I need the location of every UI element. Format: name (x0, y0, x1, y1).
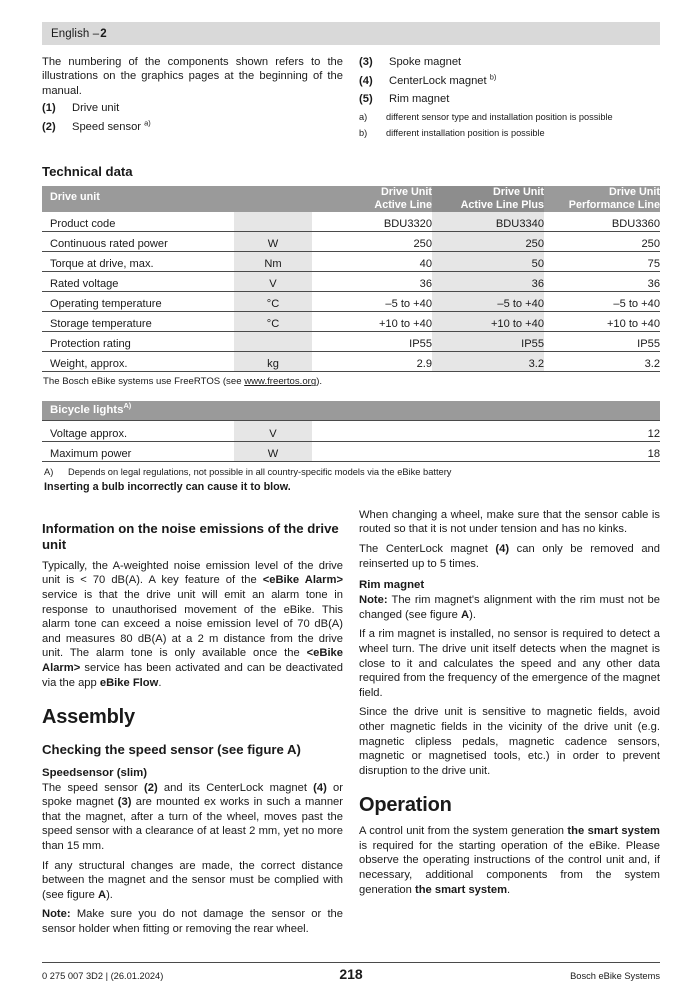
row-label: Maximum power (42, 441, 234, 461)
header-line-2: Active Line (374, 198, 432, 211)
row-value-performance-line: 250 (544, 232, 660, 252)
row-value-performance-line: 3.2 (544, 352, 660, 372)
component-label: Spoke magnet (389, 56, 462, 68)
table-header-row (42, 186, 660, 212)
row-unit: V (234, 272, 312, 292)
wheel-change-paragraph: When changing a wheel, make sure that the sensor cable is routed so that it is not under tension and has no kinks. (359, 508, 660, 536)
operation-paragraph: A control unit from the system generation the smart system is required for the starting operation of the eBike. Please observe the operating instructions of the control unit and, if necessary, additional components from the system generation the smart system. (359, 825, 660, 896)
row-value-active-line: BDU3320 (312, 212, 432, 232)
rim-magnet-heading: Rim magnet (359, 579, 425, 592)
intro-left-column (42, 55, 343, 140)
main-body-columns (42, 508, 660, 942)
technical-data-heading: Technical data (42, 163, 133, 179)
row-label: Torque at drive, max. (42, 252, 234, 272)
row-label: Voltage approx. (42, 421, 234, 441)
row-value-active-line-plus: 250 (432, 232, 544, 252)
running-head-page-marker: 2 (100, 27, 107, 40)
row-label: Continuous rated power (42, 232, 234, 252)
table-row (42, 212, 660, 232)
speedsensor-slim-subheading: Speedsensor (slim) (42, 766, 148, 779)
header-line-1: Drive Unit (609, 185, 660, 198)
row-unit: °C (234, 312, 312, 332)
row-value-active-line: 250 (312, 232, 432, 252)
table-row (42, 312, 660, 332)
centerlock-magnet-paragraph: The CenterLock magnet (4) can only be removed and reinserted up to 5 times. (359, 542, 660, 570)
row-value-performance-line: 36 (544, 272, 660, 292)
row-value-performance-line: –5 to +40 (544, 292, 660, 312)
row-value-performance-line: BDU3360 (544, 212, 660, 232)
table-header-performance-line (544, 186, 660, 212)
component-item-4 (359, 71, 660, 90)
component-label: Rim magnet (389, 93, 450, 106)
row-value-performance-line: IP55 (544, 332, 660, 352)
component-number: (4) (359, 74, 373, 87)
row-unit: kg (234, 352, 312, 372)
row-value-active-line: 36 (312, 272, 432, 292)
table-header-active-line-plus (432, 186, 544, 212)
operation-heading: Operation (359, 794, 452, 817)
footnote-marker: a) (144, 118, 151, 128)
row-value-active-line: –5 to +40 (312, 292, 432, 312)
header-line-1: Drive Unit (493, 185, 544, 198)
row-label: Rated voltage (42, 272, 234, 292)
footnote-text: Depends on legal regulations, not possible in all country-specific models via the eBike battery (68, 466, 452, 477)
assembly-heading: Assembly (42, 706, 135, 729)
row-unit: °C (234, 292, 312, 312)
component-item-3 (359, 55, 660, 71)
speed-sensor-check-heading: Checking the speed sensor (see figure A) (42, 742, 301, 758)
intro-footnote-a (359, 111, 660, 124)
intro-paragraph: The numbering of the components shown refers to the illustrations on the graphics pages at the beginning of the manual. (42, 56, 343, 97)
footnote-key: a) (359, 111, 368, 122)
row-label: Operating temperature (42, 292, 234, 312)
row-value-active-line-plus: 50 (432, 252, 544, 272)
speed-sensor-paragraph-1: The speed sensor (2) and its CenterLock magnet (4) or spoke magnet (3) are mounted ex works in such a manner that the magnet, after a turn of the wheel, moves past the speed sensor with a clearance of at least 2 mm, yet no more than 15 mm. (42, 781, 344, 852)
bicycle-lights-footnote (42, 466, 660, 479)
table-header-drive-unit: Drive unit (42, 186, 234, 212)
table-row (42, 232, 660, 252)
row-unit (234, 212, 312, 232)
intro-section (42, 55, 660, 140)
component-number: (3) (359, 56, 373, 68)
component-number: (2) (42, 120, 56, 133)
row-value-active-line-plus: BDU3340 (432, 212, 544, 232)
footer-brand: Bosch eBike Systems (570, 971, 660, 981)
component-number: (1) (42, 102, 56, 115)
running-head-language: English – (51, 27, 100, 40)
rim-magnet-paragraph-1: If a rim magnet is installed, no sensor is required to detect a wheel turn. The drive unit itself detects when the magnet is close to it and calculates the speed and any other data required from the frequency of the emergence of the magnet field. (359, 628, 660, 699)
footnote-text: different installation position is possible (386, 127, 545, 138)
noise-emissions-paragraph: Typically, the A-weighted noise emission level of the drive unit is < 70 dB(A). A key feature of the <eBike Alarm> service is that the drive unit will emit an alarm tone in response to unauthorised movement of the eBike. This alarm tone can exceed a noise emission level of 70 dB(A) and measures 80 dB(A) at a 2 m distance from the drive unit. The alarm tone is only available once the <eBike Alarm> service has been activated and can be deactivated via the app eBike Flow. (42, 559, 343, 689)
component-item-5 (359, 92, 660, 108)
row-label: Protection rating (42, 332, 234, 352)
footer-document-code: 0 275 007 3D2 | (26.01.2024) (42, 971, 164, 981)
freertos-link[interactable]: www.freertos.org (244, 376, 317, 388)
technical-data-table (42, 186, 660, 373)
freertos-note-prefix: The Bosch eBike systems use FreeRTOS (see (43, 376, 245, 388)
page-body (42, 0, 660, 995)
body-right-column (359, 508, 660, 942)
speed-sensor-paragraph-2: If any structural changes are made, the correct distance between the magnet and the sensor must be complied with (see figure A). (42, 859, 343, 901)
row-value-performance-line: 75 (544, 252, 660, 272)
row-value: 12 (312, 421, 660, 441)
freertos-note-suffix: ). (316, 376, 323, 388)
row-unit (234, 332, 312, 352)
row-value-active-line-plus: 3.2 (432, 352, 544, 372)
intro-right-column (359, 55, 660, 140)
freertos-note (43, 375, 660, 388)
page-footer (42, 962, 660, 982)
body-left-column (42, 508, 343, 942)
noise-emissions-heading: Information on the noise emissions of the drive unit (42, 520, 339, 553)
row-value-active-line-plus: +10 to +40 (432, 312, 544, 332)
row-value-active-line: 40 (312, 252, 432, 272)
table-row (42, 352, 660, 372)
component-item-2 (42, 120, 343, 136)
row-value-active-line-plus: –5 to +40 (432, 292, 544, 312)
component-item-1 (42, 101, 343, 117)
row-label: Storage temperature (42, 312, 234, 332)
row-label: Weight, approx. (42, 352, 234, 372)
footer-page-number: 218 (339, 966, 363, 982)
row-value: 18 (312, 441, 660, 461)
row-label: Product code (42, 212, 234, 232)
row-unit: V (234, 421, 312, 441)
row-value-active-line: 2.9 (312, 352, 432, 372)
row-value-active-line: IP55 (312, 332, 432, 352)
row-unit: W (234, 441, 312, 461)
rim-magnet-note: Note: The rim magnet's alignment with the rim must not be changed (see figure A). (359, 594, 660, 621)
component-label: CenterLock magnet $^{b)}$ (389, 71, 497, 87)
footnote-marker: b) (489, 71, 497, 81)
table-row (42, 252, 660, 272)
component-number: (5) (359, 93, 373, 106)
rim-magnet-paragraph-2: Since the drive unit is sensitive to magnetic fields, avoid other magnetic fields in the vicinity of the drive unit (e.g. magnetic clipless pedals, magnetic cadence sensors, magnetic or magnetised tools, etc.) in order to prevent disruption to the drive unit. (359, 706, 660, 777)
intro-footnote-b (359, 127, 660, 140)
row-unit: W (234, 232, 312, 252)
bulb-warning: Inserting a bulb incorrectly can cause it to blow. (44, 480, 291, 493)
table-row (42, 332, 660, 352)
bicycle-lights-header (42, 401, 660, 421)
row-value-active-line-plus: 36 (432, 272, 544, 292)
bicycle-lights-table (42, 421, 660, 462)
table-header-unit (234, 186, 312, 212)
table-row (42, 292, 660, 312)
bicycle-lights-title: Bicycle lights (50, 404, 124, 417)
row-value-performance-line: +10 to +40 (544, 312, 660, 332)
footnote-marker: A) (123, 401, 132, 411)
table-row (42, 272, 660, 292)
header-line-2: Performance Line (568, 198, 660, 211)
running-head (42, 22, 660, 45)
speed-sensor-note: Note: Make sure you do not damage the sensor or the sensor holder when fitting or removing the rear wheel. (42, 908, 343, 935)
footnote-key: b) (359, 127, 368, 138)
component-label: Speed sensor $^{a)}$ (72, 118, 151, 133)
table-row (42, 421, 660, 441)
row-unit: Nm (234, 252, 312, 272)
row-value-active-line-plus: IP55 (432, 332, 544, 352)
component-label: Drive unit (72, 102, 120, 115)
footnote-key: A) (44, 466, 54, 477)
footnote-text: different sensor type and installation position is possible (386, 111, 613, 122)
header-line-2: Active Line Plus (460, 198, 544, 211)
header-line-1: Drive Unit (381, 185, 432, 198)
table-row (42, 441, 660, 461)
row-value-active-line: +10 to +40 (312, 312, 432, 332)
table-header-active-line (312, 186, 432, 212)
